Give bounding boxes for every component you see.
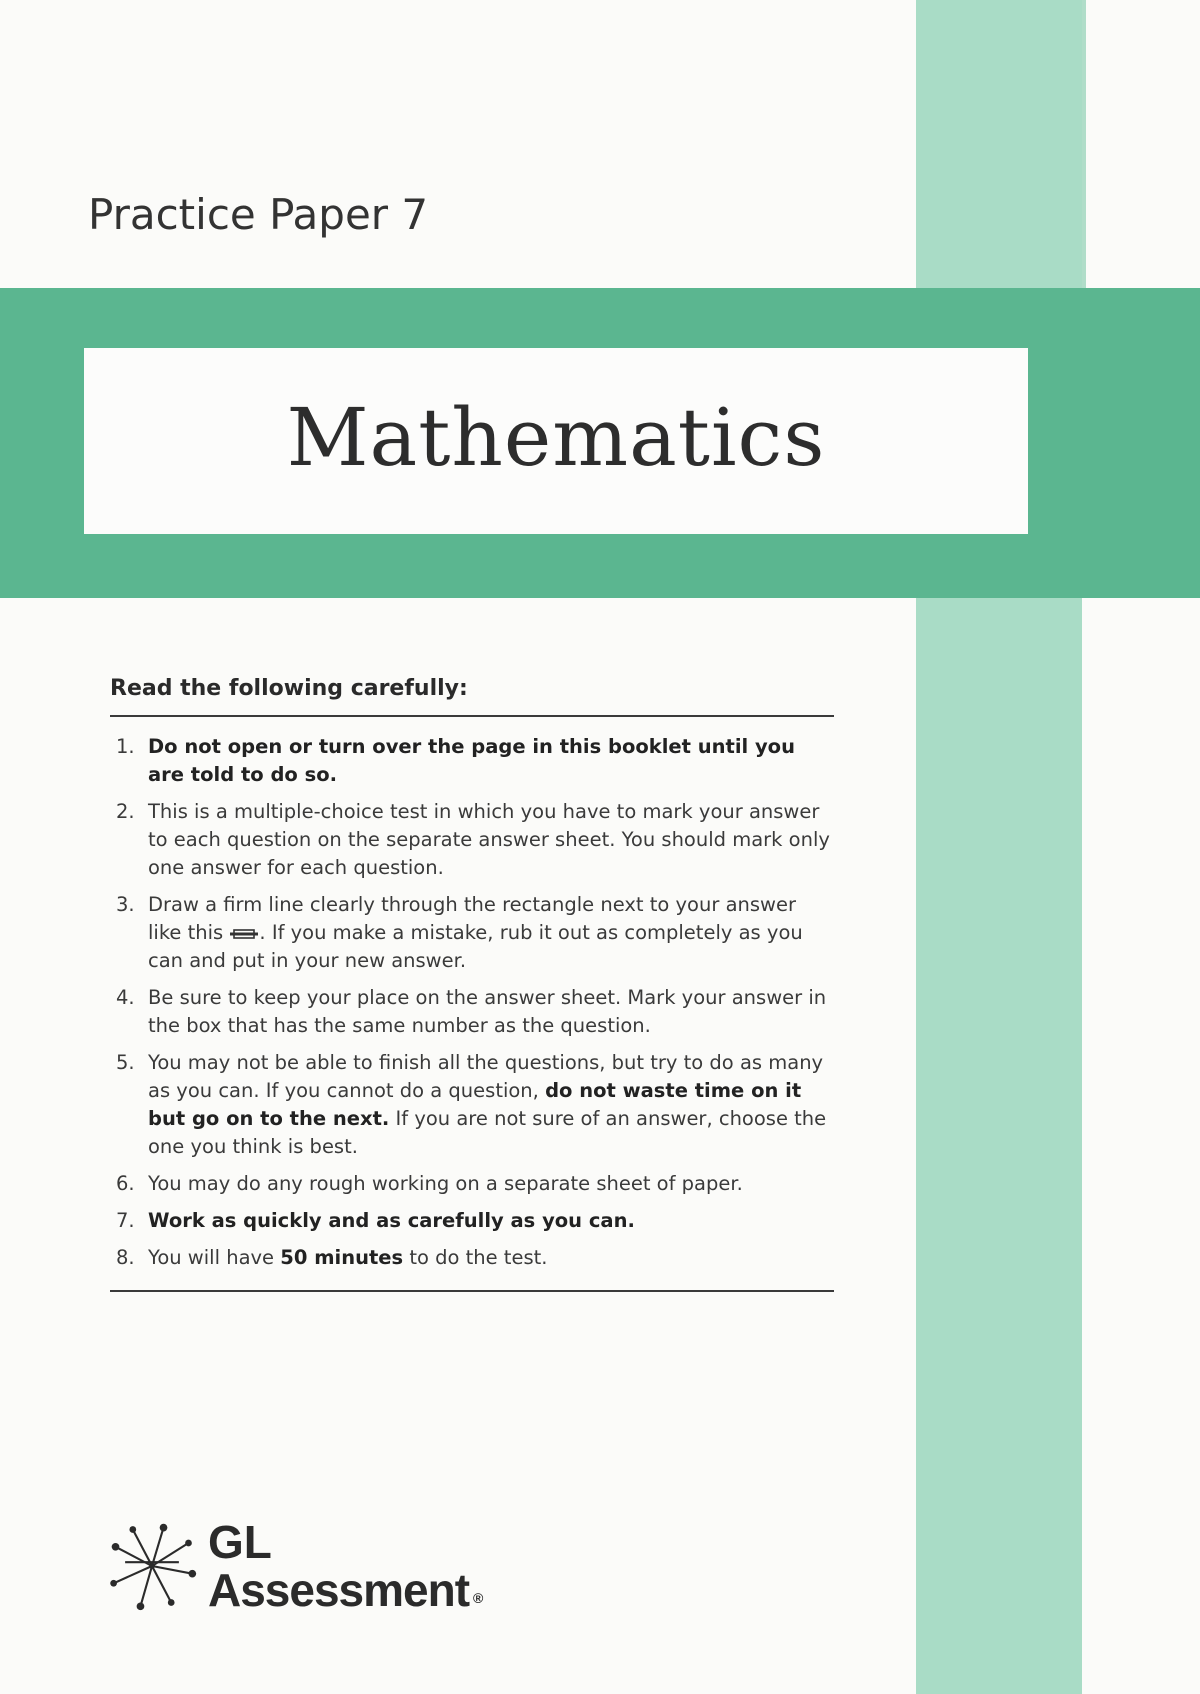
instructions-heading: Read the following carefully:	[110, 676, 834, 717]
network-star-icon	[104, 1518, 200, 1614]
item-text-continued: . If you make a mistake, rub it out as completely as you can and put in your new answer.	[148, 921, 803, 972]
item-text: This is a multiple-choice test in which you have to mark your answer to each question on the separate answer sheet. You should mark only one answer for each question.	[148, 800, 830, 879]
item-number: 5.	[116, 1051, 135, 1074]
instruction-item	[110, 798, 834, 882]
paper-title: Practice Paper 7	[88, 190, 429, 239]
item-text: You will have	[148, 1246, 281, 1269]
subject-title: Mathematics	[286, 390, 826, 484]
item-number: 3.	[116, 893, 135, 916]
registered-mark: ®	[473, 1590, 483, 1606]
instruction-item	[110, 1244, 834, 1272]
subject-title-box	[84, 348, 1028, 534]
item-number: 7.	[116, 1209, 135, 1232]
instructions-section	[110, 676, 834, 1292]
logo-assessment	[208, 1566, 482, 1614]
item-text: Be sure to keep your place on the answer sheet. Mark your answer in the box that has the same number as the question.	[148, 986, 827, 1037]
item-number: 2.	[116, 800, 135, 823]
logo-wordmark	[208, 1518, 482, 1614]
item-text-continued: If you are not sure of an answer, choose the one you think is best.	[148, 1107, 827, 1158]
item-text: You may do any rough working on a separate sheet of paper.	[148, 1172, 743, 1195]
instruction-item	[110, 1049, 834, 1161]
instruction-item	[110, 1207, 834, 1235]
instruction-item	[110, 891, 834, 975]
gl-assessment-logo	[104, 1518, 482, 1614]
bottom-divider	[110, 1290, 834, 1292]
instruction-item	[110, 1170, 834, 1198]
instruction-item	[110, 733, 834, 789]
instruction-item	[110, 984, 834, 1040]
item-bold-text: Do not open or turn over the page in this booklet until you are told to do so.	[148, 735, 795, 786]
item-text: Draw a firm line clearly through the rectangle next to your answer like this	[148, 893, 796, 944]
item-bold-text: do not waste time on it but go on to the next.	[148, 1079, 802, 1130]
item-bold-text: 50 minutes	[280, 1246, 404, 1269]
instructions-list	[110, 733, 834, 1272]
item-number: 4.	[116, 986, 135, 1009]
item-bold-text: Work as quickly and as carefully as you can.	[148, 1209, 635, 1232]
item-number: 1.	[116, 735, 135, 758]
item-number: 8.	[116, 1246, 135, 1269]
item-text-continued: to do the test.	[403, 1246, 548, 1269]
logo-gl: GL	[208, 1516, 272, 1568]
vertical-green-stripe	[916, 0, 1082, 1694]
item-text: You may not be able to finish all the questions, but try to do as many as you can. If you cannot do a question,	[148, 1051, 824, 1102]
item-number: 6.	[116, 1172, 135, 1195]
marked-rectangle-icon	[229, 926, 259, 942]
logo-assessment-text: Assessment	[208, 1564, 470, 1616]
